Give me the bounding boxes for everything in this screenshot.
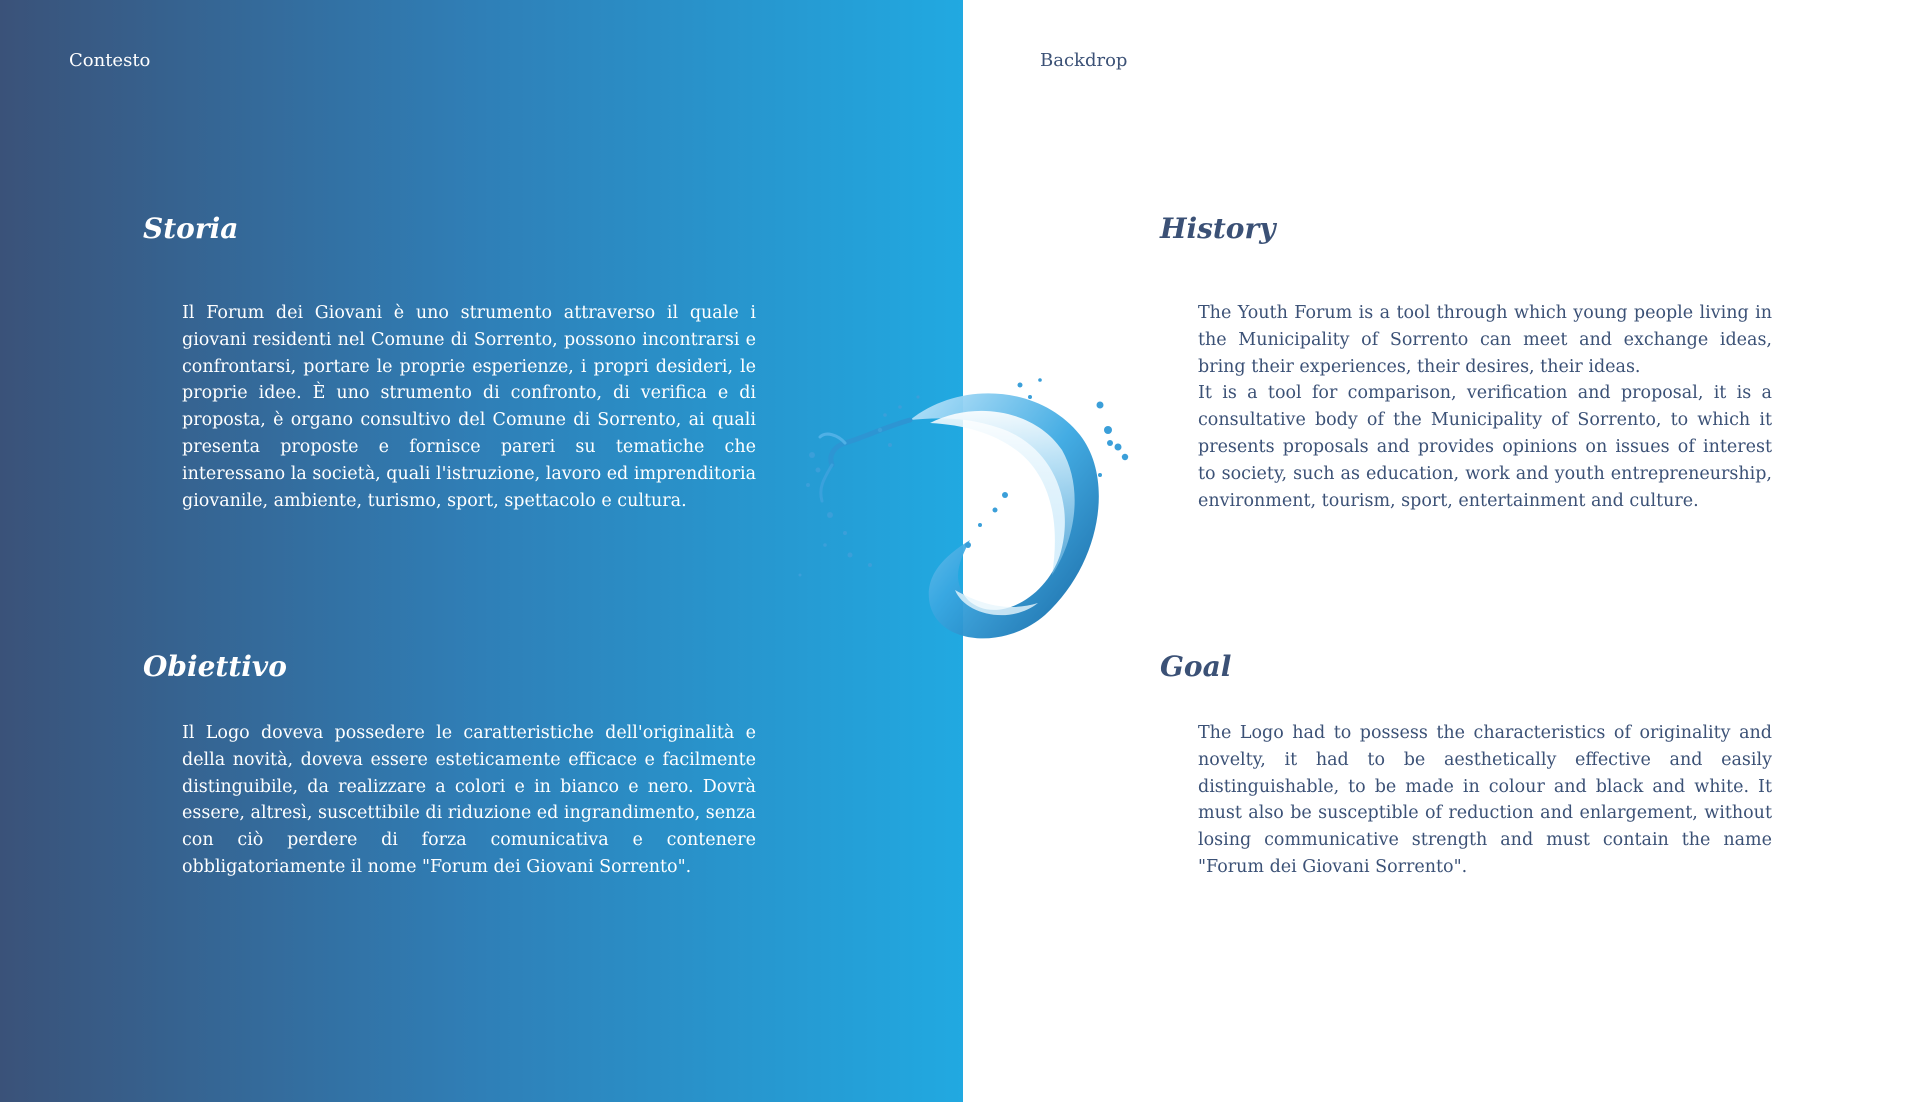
paragraph-storia: Il Forum dei Giovani è uno strumento attraverso il quale i giovani residenti nel Comune di Sorrento, possono incontrarsi e confrontarsi, portare le proprie esperienze, i propri desideri, le proprie idee. È uno strumento di confronto, di verifica e di proposta, è organo consultivo del Comune di Sorrento, ai quali presenta proposte e fornisce pareri su tematiche che interessano la società, quali l'istruzione, lavoro ed imprenditoria giovanile, ambiente, turismo, sport, spettacolo e cultura. [182, 303, 756, 511]
water-splash-image [790, 375, 1135, 650]
heading-storia: Storia [143, 212, 239, 245]
paragraph-goal: The Logo had to possess the characteristics of originality and novelty, it had to be aesthetically effective and easily distinguishable, to be made in colour and black and white. It must also be susceptible of reduction and enlargement, without losing communicative strength and must contain the name "Forum dei Giovani Sorrento". [1198, 723, 1772, 877]
section-label-backdrop: Backdrop [1040, 50, 1128, 71]
paragraph-history [1198, 300, 1772, 514]
section-label-contesto: Contesto [69, 50, 151, 71]
paragraph-history-line-1: The Youth Forum is a tool through which young people living in the Municipality of Sorrento can meet and exchange ideas, bring their experiences, their desires, their ideas. [1198, 303, 1772, 377]
paragraph-history-line-2: It is a tool for comparison, verification and proposal, it is a consultative body of the Municipality of Sorrento, to which it presents proposals and provides opinions on issues of interest to society, such as education, work and youth entrepreneurship, environment, tourism, sport, entertainment and culture. [1198, 383, 1772, 511]
heading-history: History [1160, 212, 1276, 245]
heading-obiettivo: Obiettivo [143, 650, 287, 683]
paragraph-obiettivo: Il Logo doveva possedere le caratteristiche dell'originalità e della novità, doveva essere esteticamente efficace e facilmente distinguibile, da realizzare a colori e in bianco e nero. Dovrà essere, altresì, suscettibile di riduzione ed ingrandimento, senza con ciò perdere di forza comunicativa e contenere obbligatoriamente il nome "Forum dei Giovani Sorrento". [182, 723, 756, 877]
heading-goal: Goal [1160, 650, 1232, 683]
